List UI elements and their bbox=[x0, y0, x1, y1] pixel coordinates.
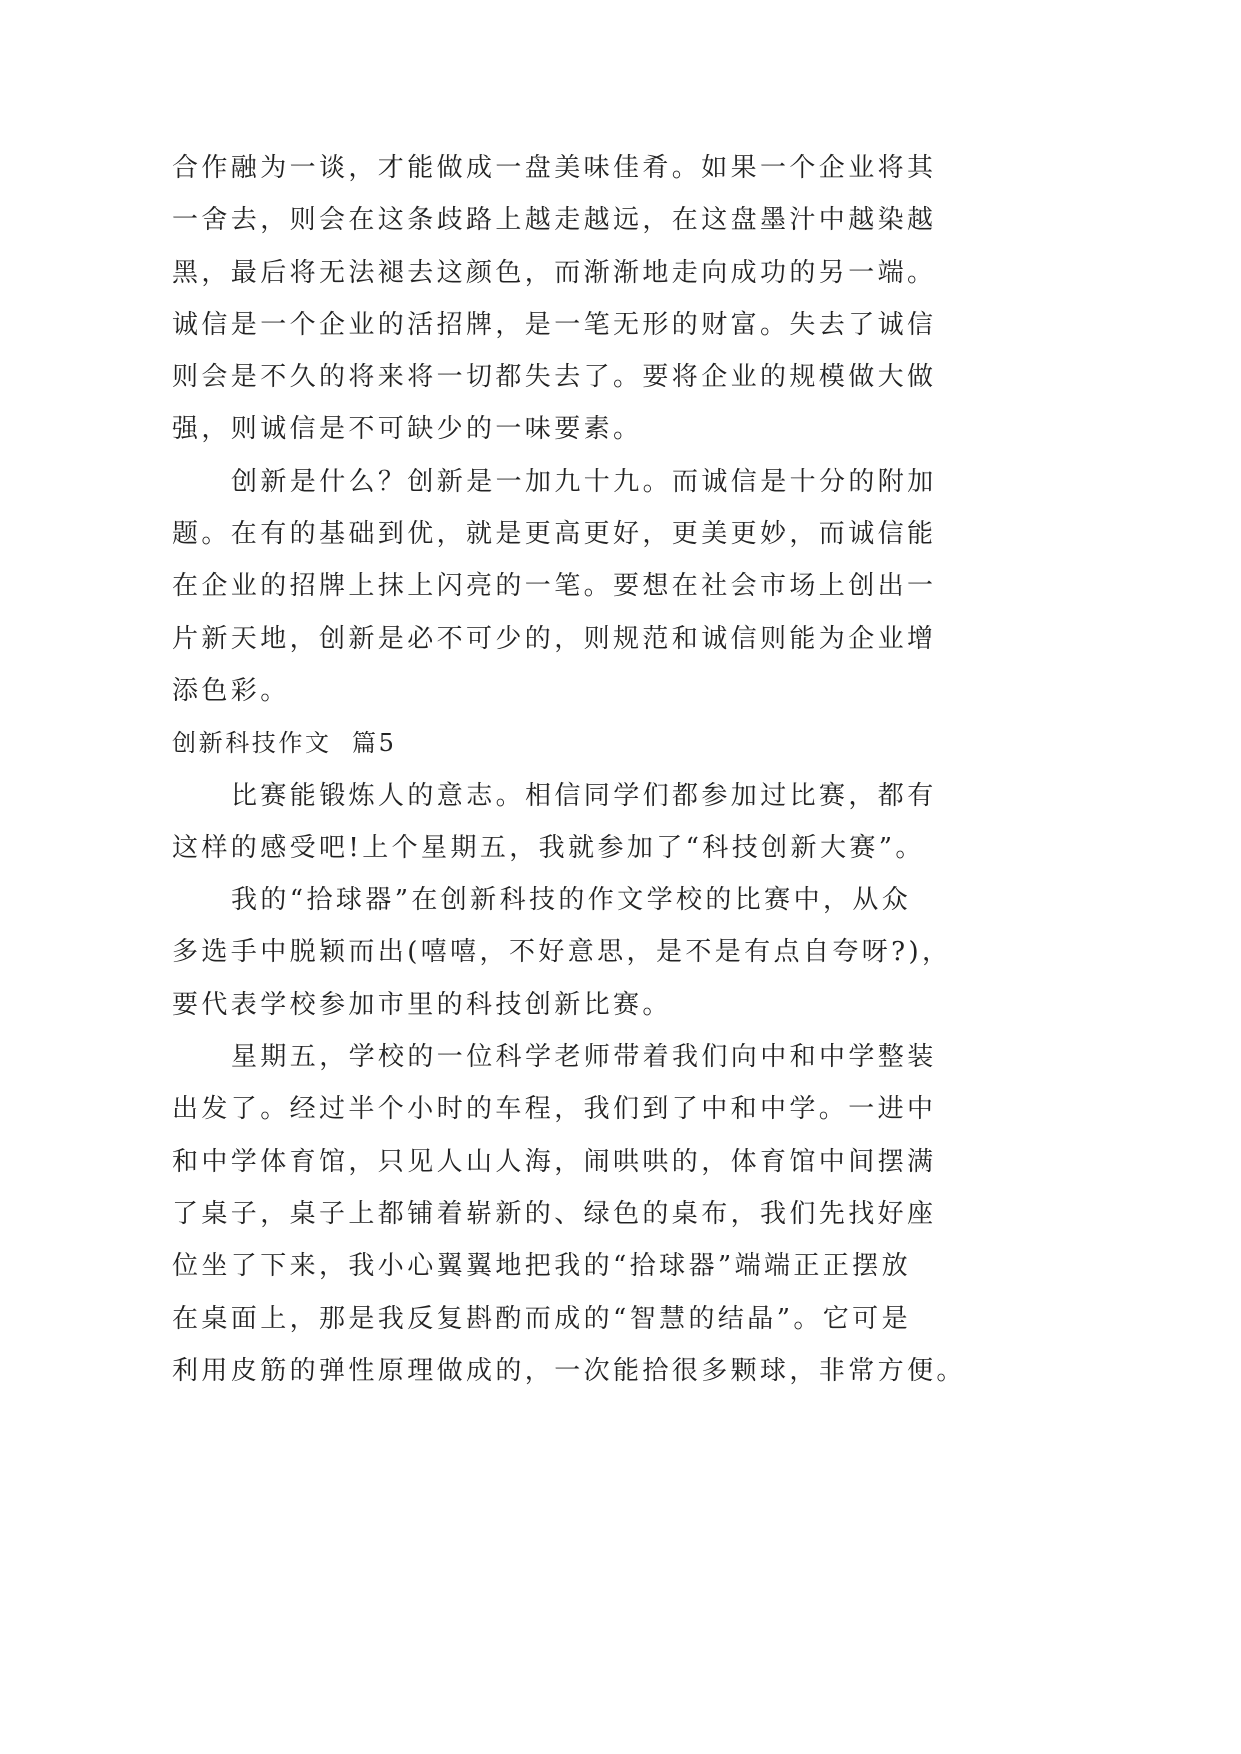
text-line: 了桌子，桌子上都铺着崭新的、绿色的桌布，我们先找好座 bbox=[172, 1198, 937, 1229]
text-line: 强，则诚信是不可缺少的一味要素。 bbox=[172, 414, 643, 445]
text-line: 在企业的招牌上抹上闪亮的一笔。要想在社会市场上创出一 bbox=[172, 571, 937, 602]
text-line: 要代表学校参加市里的科技创新比赛。 bbox=[172, 989, 672, 1020]
text-line: 和中学体育馆，只见人山人海，闹哄哄的，体育馆中间摆满 bbox=[172, 1146, 937, 1177]
paragraph bbox=[172, 1031, 1072, 1397]
paragraph bbox=[172, 456, 1072, 717]
text-line: 利用皮筋的弹性原理做成的，一次能拾很多颗球，非常方便。 bbox=[172, 1355, 966, 1386]
text-line: 诚信是一个企业的活招牌，是一笔无形的财富。失去了诚信 bbox=[172, 309, 937, 340]
text-line: 黑，最后将无法褪去这颜色，而渐渐地走向成功的另一端。 bbox=[172, 257, 937, 288]
text-line: 出发了。经过半个小时的车程，我们到了中和中学。一进中 bbox=[172, 1094, 937, 1125]
text-line: 题。在有的基础到优，就是更高更好，更美更妙，而诚信能 bbox=[172, 519, 937, 550]
text-line: 我的“拾球器”在创新科技的作文学校的比赛中，从众 bbox=[231, 885, 912, 916]
text-line: 在桌面上，那是我反复斟酌而成的“智慧的结晶”。它可是 bbox=[172, 1303, 911, 1334]
paragraph bbox=[172, 142, 1072, 456]
text-line: 则会是不久的将来将一切都失去了。要将企业的规模做大做 bbox=[172, 362, 937, 393]
text-line: 合作融为一谈，才能做成一盘美味佳肴。如果一个企业将其 bbox=[172, 153, 937, 183]
document-page bbox=[172, 142, 1072, 1397]
text-line: 一舍去，则会在这条歧路上越走越远，在这盘墨汁中越染越 bbox=[172, 205, 937, 236]
paragraph bbox=[172, 770, 1072, 875]
text-line: 星期五，学校的一位科学老师带着我们向中和中学整装 bbox=[231, 1042, 937, 1073]
text-line: 创新是什么？创新是一加九十九。而诚信是十分的附加 bbox=[231, 466, 937, 497]
paragraph bbox=[172, 874, 1072, 1031]
text-line: 添色彩。 bbox=[172, 675, 290, 706]
text-line: 比赛能锻炼人的意志。相信同学们都参加过比赛，都有 bbox=[231, 780, 937, 811]
text-line: 片新天地，创新是必不可少的，则规范和诚信则能为企业增 bbox=[172, 623, 937, 654]
text-line: 多选手中脱颖而出(嘻嘻，不好意思，是不是有点自夸呀?)， bbox=[172, 937, 952, 968]
section-heading: 创新科技作文 篇5 bbox=[172, 729, 397, 758]
text-line: 这样的感受吧!上个星期五，我就参加了“科技创新大赛”。 bbox=[172, 832, 925, 863]
text-line: 位坐了下来，我小心翼翼地把我的“拾球器”端端正正摆放 bbox=[172, 1251, 911, 1282]
